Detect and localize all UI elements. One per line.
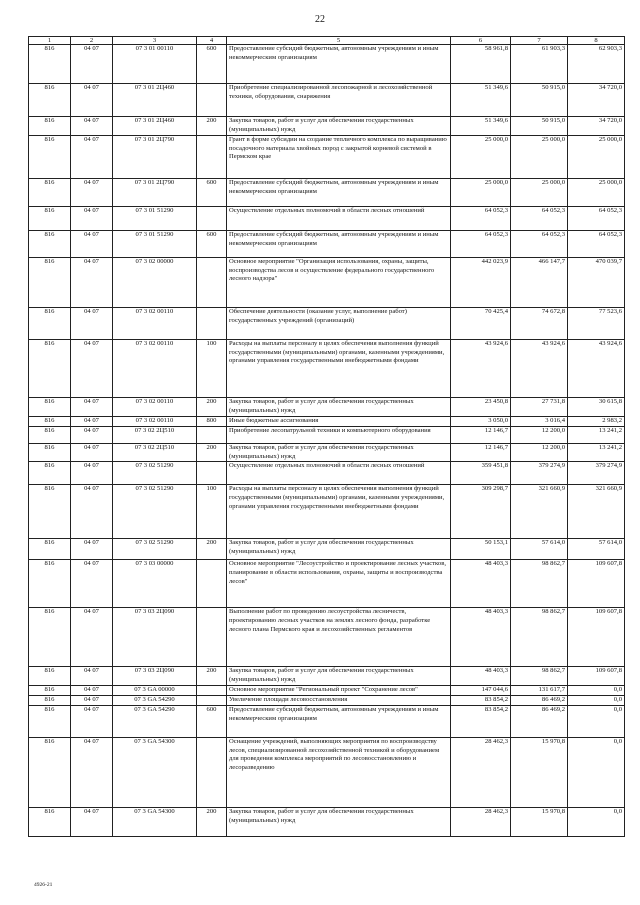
cell-section: 04 07 [71, 695, 113, 705]
cell-ministry: 816 [29, 258, 71, 308]
cell-amount-3: 25 000,0 [568, 136, 625, 179]
cell-description: Оснащение учреждений, выполняющих мероприятия по воспроизводству лесов, специализированной лесохозяйственной техникой и оборудованием для проведения комплекса мероприятий по лесовосстановлению и лесоразведению [227, 737, 451, 807]
column-header: 2 [71, 37, 113, 45]
table-row [29, 258, 625, 308]
cell-section: 04 07 [71, 485, 113, 539]
table-row [29, 207, 625, 231]
cell-amount-1: 70 425,4 [451, 308, 511, 340]
cell-target-code: 07 3 01 2Ц460 [113, 84, 197, 117]
cell-amount-2: 86 469,2 [511, 705, 568, 737]
cell-amount-3: 321 660,9 [568, 485, 625, 539]
cell-amount-2: 74 672,8 [511, 308, 568, 340]
column-header: 4 [197, 37, 227, 45]
cell-amount-3: 470 039,7 [568, 258, 625, 308]
cell-target-code: 07 3 GA 54300 [113, 737, 197, 807]
table-row [29, 485, 625, 539]
cell-target-code: 07 3 02 00110 [113, 417, 197, 427]
cell-amount-3: 77 523,6 [568, 308, 625, 340]
cell-expense-type [197, 695, 227, 705]
table-row [29, 84, 625, 117]
cell-amount-1: 51 349,6 [451, 117, 511, 136]
cell-amount-1: 309 298,7 [451, 485, 511, 539]
cell-description: Расходы на выплаты персоналу в целях обеспечения выполнения функций государственными (муниципальными) органами, казенными учреждениями, органами управления государственными внебюджетными фондами [227, 340, 451, 398]
cell-amount-1: 12 146,7 [451, 427, 511, 444]
cell-amount-1: 442 023,9 [451, 258, 511, 308]
cell-section: 04 07 [71, 539, 113, 560]
cell-expense-type: 100 [197, 485, 227, 539]
cell-section: 04 07 [71, 685, 113, 695]
column-header: 5 [227, 37, 451, 45]
cell-expense-type [197, 462, 227, 485]
cell-section: 04 07 [71, 258, 113, 308]
column-header: 1 [29, 37, 71, 45]
cell-description: Закупка товаров, работ и услуг для обеспечения государственных (муниципальных) нужд [227, 667, 451, 685]
cell-expense-type: 800 [197, 417, 227, 427]
cell-target-code: 07 3 02 2Ц510 [113, 444, 197, 462]
cell-amount-1: 51 349,6 [451, 84, 511, 117]
cell-amount-1: 12 146,7 [451, 444, 511, 462]
cell-description: Осуществление отдельных полномочий в области лесных отношений [227, 462, 451, 485]
cell-section: 04 07 [71, 737, 113, 807]
table-row [29, 117, 625, 136]
cell-amount-3: 0,0 [568, 807, 625, 836]
cell-expense-type: 200 [197, 807, 227, 836]
cell-ministry: 816 [29, 340, 71, 398]
cell-amount-2: 98 862,7 [511, 667, 568, 685]
cell-expense-type [197, 308, 227, 340]
cell-ministry: 816 [29, 84, 71, 117]
cell-section: 04 07 [71, 136, 113, 179]
cell-ministry: 816 [29, 427, 71, 444]
cell-amount-2: 43 924,6 [511, 340, 568, 398]
cell-amount-2: 15 970,8 [511, 737, 568, 807]
cell-target-code: 07 3 01 2Ц460 [113, 117, 197, 136]
cell-amount-3: 62 903,3 [568, 45, 625, 84]
cell-ministry: 816 [29, 117, 71, 136]
cell-amount-2: 12 200,0 [511, 444, 568, 462]
cell-ministry: 816 [29, 136, 71, 179]
cell-description: Закупка товаров, работ и услуг для обеспечения государственных (муниципальных) нужд [227, 807, 451, 836]
cell-ministry: 816 [29, 231, 71, 258]
cell-amount-3: 379 274,9 [568, 462, 625, 485]
cell-amount-3: 109 607,8 [568, 608, 625, 667]
cell-expense-type [197, 258, 227, 308]
cell-amount-2: 466 147,7 [511, 258, 568, 308]
cell-expense-type [197, 737, 227, 807]
cell-amount-2: 27 731,8 [511, 398, 568, 417]
column-header: 6 [451, 37, 511, 45]
column-number-row [29, 37, 625, 45]
cell-target-code: 07 3 03 2Ц090 [113, 667, 197, 685]
cell-expense-type [197, 427, 227, 444]
cell-target-code: 07 3 03 2Ц090 [113, 608, 197, 667]
cell-ministry: 816 [29, 705, 71, 737]
cell-ministry: 816 [29, 462, 71, 485]
cell-ministry: 816 [29, 45, 71, 84]
cell-expense-type [197, 560, 227, 608]
budget-table [28, 36, 625, 837]
table-row [29, 231, 625, 258]
cell-target-code: 07 3 01 00110 [113, 45, 197, 84]
cell-amount-2: 3 016,4 [511, 417, 568, 427]
cell-amount-1: 43 924,6 [451, 340, 511, 398]
cell-description: Основное мероприятие "Лесоустройство и проектирование лесных участков, планирование в области использования, охраны, защиты и воспроизводства лесов" [227, 560, 451, 608]
table-row [29, 340, 625, 398]
cell-description: Закупка товаров, работ и услуг для обеспечения государственных (муниципальных) нужд [227, 539, 451, 560]
cell-amount-3: 109 607,8 [568, 560, 625, 608]
cell-ministry: 816 [29, 807, 71, 836]
cell-target-code: 07 3 02 00110 [113, 398, 197, 417]
cell-amount-3: 57 614,0 [568, 539, 625, 560]
cell-ministry: 816 [29, 444, 71, 462]
cell-section: 04 07 [71, 398, 113, 417]
table-row [29, 737, 625, 807]
cell-expense-type: 200 [197, 667, 227, 685]
cell-section: 04 07 [71, 608, 113, 667]
cell-section: 04 07 [71, 84, 113, 117]
cell-expense-type: 600 [197, 705, 227, 737]
cell-amount-2: 15 970,8 [511, 807, 568, 836]
cell-description: Основное мероприятие "Региональный проект "Сохранение лесов" [227, 685, 451, 695]
cell-amount-2: 12 200,0 [511, 427, 568, 444]
cell-expense-type [197, 136, 227, 179]
cell-target-code: 07 3 GA 54290 [113, 705, 197, 737]
cell-description: Закупка товаров, работ и услуг для обеспечения государственных (муниципальных) нужд [227, 444, 451, 462]
cell-ministry: 816 [29, 417, 71, 427]
cell-amount-3: 64 052,3 [568, 231, 625, 258]
table-row [29, 444, 625, 462]
cell-target-code: 07 3 03 00000 [113, 560, 197, 608]
cell-amount-2: 50 915,0 [511, 117, 568, 136]
cell-expense-type: 200 [197, 398, 227, 417]
table-row [29, 462, 625, 485]
cell-description: Предоставление субсидий бюджетным, автономным учреждениям и иным некоммерческим организациям [227, 45, 451, 84]
cell-amount-3: 34 720,0 [568, 84, 625, 117]
cell-amount-1: 25 000,0 [451, 136, 511, 179]
cell-amount-1: 28 462,3 [451, 737, 511, 807]
table-row [29, 179, 625, 207]
cell-amount-3: 0,0 [568, 685, 625, 695]
cell-amount-2: 131 617,7 [511, 685, 568, 695]
cell-description: Предоставление субсидий бюджетным, автономным учреждениям и иным некоммерческим организациям [227, 705, 451, 737]
cell-amount-2: 25 000,0 [511, 136, 568, 179]
cell-amount-3: 0,0 [568, 695, 625, 705]
cell-ministry: 816 [29, 737, 71, 807]
table-row [29, 308, 625, 340]
cell-amount-2: 321 660,9 [511, 485, 568, 539]
cell-amount-1: 83 854,2 [451, 695, 511, 705]
cell-ministry: 816 [29, 608, 71, 667]
cell-amount-3: 43 924,6 [568, 340, 625, 398]
cell-amount-1: 28 462,3 [451, 807, 511, 836]
cell-expense-type [197, 608, 227, 667]
table-row [29, 398, 625, 417]
cell-amount-3: 25 000,0 [568, 179, 625, 207]
cell-amount-1: 64 052,3 [451, 231, 511, 258]
column-header: 3 [113, 37, 197, 45]
cell-amount-1: 48 403,3 [451, 667, 511, 685]
cell-amount-2: 25 000,0 [511, 179, 568, 207]
cell-description: Увеличение площади лесовосстановления [227, 695, 451, 705]
cell-amount-2: 57 614,0 [511, 539, 568, 560]
cell-amount-3: 0,0 [568, 705, 625, 737]
table-row [29, 695, 625, 705]
cell-ministry: 816 [29, 308, 71, 340]
cell-description: Предоставление субсидий бюджетным, автономным учреждениям и иным некоммерческим организациям [227, 231, 451, 258]
cell-amount-3: 13 241,2 [568, 444, 625, 462]
cell-description: Основное мероприятие "Организация использования, охраны, защиты, воспроизводства лесов и осуществление федерального государственного лесного надзора" [227, 258, 451, 308]
cell-amount-2: 98 862,7 [511, 560, 568, 608]
cell-description: Расходы на выплаты персоналу в целях обеспечения выполнения функций государственными (муниципальными) органами, казенными учреждениями, органами управления государственными внебюджетными фондами [227, 485, 451, 539]
cell-amount-2: 98 862,7 [511, 608, 568, 667]
cell-description: Приобретение лесопатрульной техники и компьютерного оборудования [227, 427, 451, 444]
cell-ministry: 816 [29, 398, 71, 417]
column-header: 7 [511, 37, 568, 45]
cell-target-code: 07 3 02 51290 [113, 539, 197, 560]
cell-expense-type: 600 [197, 45, 227, 84]
page-number: 22 [315, 14, 325, 25]
cell-section: 04 07 [71, 117, 113, 136]
cell-target-code: 07 3 02 2Ц510 [113, 427, 197, 444]
cell-amount-3: 0,0 [568, 737, 625, 807]
table-row [29, 136, 625, 179]
cell-section: 04 07 [71, 179, 113, 207]
cell-expense-type: 600 [197, 231, 227, 258]
cell-target-code: 07 3 01 2Ц790 [113, 136, 197, 179]
cell-description: Обеспечение деятельности (оказание услуг, выполнение работ) государственных учреждений (организаций) [227, 308, 451, 340]
cell-amount-2: 379 274,9 [511, 462, 568, 485]
table-row [29, 705, 625, 737]
cell-section: 04 07 [71, 308, 113, 340]
cell-target-code: 07 3 GA 54290 [113, 695, 197, 705]
cell-section: 04 07 [71, 705, 113, 737]
footer-code: 4926-21 [34, 882, 53, 888]
table-row [29, 667, 625, 685]
cell-section: 04 07 [71, 807, 113, 836]
cell-amount-1: 359 451,8 [451, 462, 511, 485]
cell-expense-type: 200 [197, 539, 227, 560]
cell-ministry: 816 [29, 667, 71, 685]
cell-ministry: 816 [29, 485, 71, 539]
cell-target-code: 07 3 02 00000 [113, 258, 197, 308]
cell-target-code: 07 3 GA 00000 [113, 685, 197, 695]
table-row [29, 45, 625, 84]
cell-target-code: 07 3 GA 54300 [113, 807, 197, 836]
cell-amount-1: 50 153,1 [451, 539, 511, 560]
cell-amount-2: 64 052,3 [511, 207, 568, 231]
cell-description: Выполнение работ по проведению лесоустройства лесничеств, проектированию лесных участков на землях лесного фонда, разработке лесного плана Пермского края и лесохозяйственных регламентов [227, 608, 451, 667]
cell-amount-1: 147 044,6 [451, 685, 511, 695]
cell-amount-3: 109 607,8 [568, 667, 625, 685]
cell-description: Закупка товаров, работ и услуг для обеспечения государственных (муниципальных) нужд [227, 117, 451, 136]
cell-section: 04 07 [71, 444, 113, 462]
cell-description: Осуществление отдельных полномочий в области лесных отношений [227, 207, 451, 231]
table-row [29, 685, 625, 695]
cell-amount-1: 48 403,3 [451, 560, 511, 608]
column-header: 8 [568, 37, 625, 45]
cell-amount-1: 64 052,3 [451, 207, 511, 231]
cell-amount-3: 30 615,8 [568, 398, 625, 417]
cell-description: Иные бюджетные ассигнования [227, 417, 451, 427]
cell-expense-type: 200 [197, 117, 227, 136]
cell-expense-type: 100 [197, 340, 227, 398]
cell-section: 04 07 [71, 231, 113, 258]
cell-target-code: 07 3 02 00110 [113, 340, 197, 398]
cell-amount-3: 34 720,0 [568, 117, 625, 136]
cell-section: 04 07 [71, 462, 113, 485]
cell-amount-2: 64 052,3 [511, 231, 568, 258]
table-row [29, 608, 625, 667]
cell-ministry: 816 [29, 685, 71, 695]
cell-target-code: 07 3 02 00110 [113, 308, 197, 340]
cell-ministry: 816 [29, 539, 71, 560]
cell-target-code: 07 3 02 51290 [113, 485, 197, 539]
cell-amount-1: 58 961,8 [451, 45, 511, 84]
cell-amount-1: 3 050,0 [451, 417, 511, 427]
cell-description: Предоставление субсидий бюджетным, автономным учреждениям и иным некоммерческим организациям [227, 179, 451, 207]
cell-amount-2: 61 903,3 [511, 45, 568, 84]
cell-expense-type: 600 [197, 179, 227, 207]
cell-target-code: 07 3 02 51290 [113, 462, 197, 485]
cell-section: 04 07 [71, 45, 113, 84]
cell-target-code: 07 3 01 2Ц790 [113, 179, 197, 207]
cell-description: Грант в форме субсидии на создание тепличного комплекса по выращиванию посадочного материала хвойных пород с закрытой корневой системой в Пермском крае [227, 136, 451, 179]
table-row [29, 807, 625, 836]
cell-description: Приобретение специализированной лесопожарной и лесохозяйственной техники, оборудования, снаряжения [227, 84, 451, 117]
cell-section: 04 07 [71, 417, 113, 427]
cell-section: 04 07 [71, 427, 113, 444]
cell-amount-1: 48 403,3 [451, 608, 511, 667]
cell-ministry: 816 [29, 179, 71, 207]
cell-amount-2: 86 469,2 [511, 695, 568, 705]
cell-expense-type: 200 [197, 444, 227, 462]
cell-amount-1: 25 000,0 [451, 179, 511, 207]
table-row [29, 427, 625, 444]
table-row [29, 417, 625, 427]
cell-section: 04 07 [71, 207, 113, 231]
cell-amount-2: 50 915,0 [511, 84, 568, 117]
cell-amount-3: 2 983,2 [568, 417, 625, 427]
table-row [29, 560, 625, 608]
cell-ministry: 816 [29, 207, 71, 231]
cell-amount-3: 64 052,3 [568, 207, 625, 231]
cell-target-code: 07 3 01 51290 [113, 207, 197, 231]
cell-expense-type [197, 84, 227, 117]
cell-section: 04 07 [71, 340, 113, 398]
cell-amount-3: 13 241,2 [568, 427, 625, 444]
cell-ministry: 816 [29, 695, 71, 705]
cell-section: 04 07 [71, 560, 113, 608]
cell-target-code: 07 3 01 51290 [113, 231, 197, 258]
table-row [29, 539, 625, 560]
cell-amount-1: 23 450,8 [451, 398, 511, 417]
cell-expense-type [197, 207, 227, 231]
cell-section: 04 07 [71, 667, 113, 685]
cell-ministry: 816 [29, 560, 71, 608]
cell-amount-1: 83 854,2 [451, 705, 511, 737]
cell-expense-type [197, 685, 227, 695]
cell-description: Закупка товаров, работ и услуг для обеспечения государственных (муниципальных) нужд [227, 398, 451, 417]
